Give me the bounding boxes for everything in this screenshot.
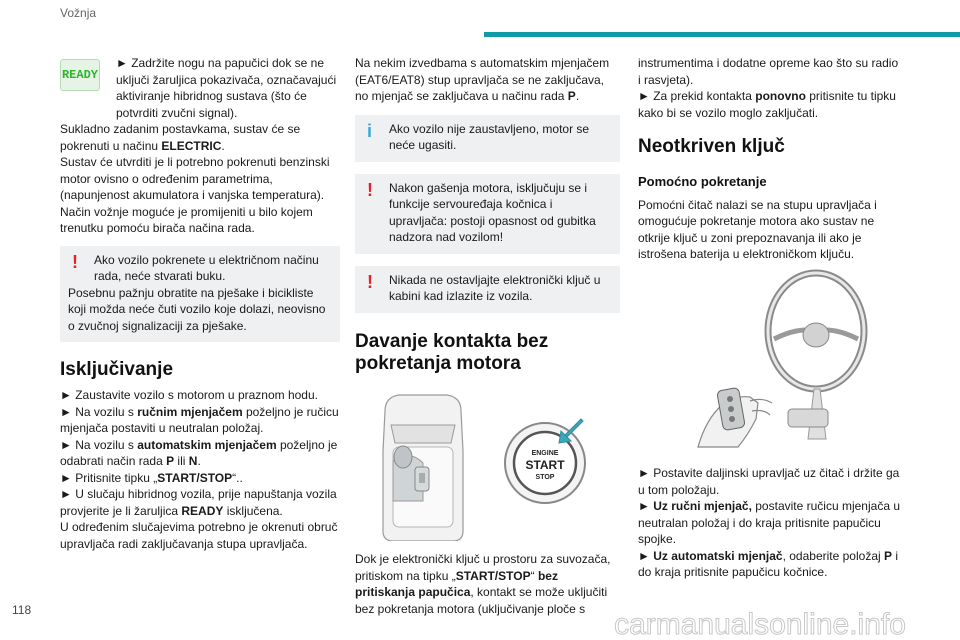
svg-text:carmanualsonline.info: carmanualsonline.info bbox=[614, 608, 906, 640]
paragraph-drive-mode: Način vožnje moguće je promijeniti u bilo kojem trenutku pomoću birača načina rada. bbox=[60, 204, 313, 235]
subheading-backup-start: Pomoćno pokretanje bbox=[638, 174, 767, 189]
car-and-start-button-figure bbox=[355, 391, 620, 541]
paragraph-ignition-on: Dok je elektronički ključ u prostoru za suvozača, pritiskom na tipku „START/STOP“ bez pritiskanja papučica, kontakt se može uključiti bez pokretanja motora (uključivanje ploče s bbox=[355, 552, 611, 616]
header-accent-bar bbox=[484, 32, 960, 37]
ready-text: ► Zadržite nogu na papučici dok se ne uključi žaruljica pokazivača, označavajući aktiviranje hibridnog sustava (što će potvrditi zvučni signal). bbox=[116, 56, 337, 120]
list-item: ► Postavite daljinski upravljač uz čitač i držite ga u tom položaju. bbox=[638, 466, 900, 497]
warning-icon: ! bbox=[72, 251, 78, 272]
warning-icon: ! bbox=[367, 179, 373, 200]
paragraph-steering-lock: U određenim slučajevima potrebno je okrenuti obruč upravljača radi zaključavanja stupa upravljača. bbox=[60, 520, 338, 551]
heading-key-not-detected: Neotkriven ključ bbox=[638, 136, 785, 157]
paragraph-ignition-off: ► Za prekid kontakta ponovno pritisnite tu tipku kako bi se vozilo moglo zaključati. bbox=[638, 89, 896, 120]
paragraph-backup-reader: Pomoćni čitač nalazi se na stupu upravljača i omogućuje pokretanje motora ako sustav ne otkrije ključ u zoni prepoznavanja ili ako je istrošena baterija u elektroničkom ključu. bbox=[638, 197, 877, 261]
column-1 bbox=[60, 55, 340, 552]
heading-switching-off: Isključivanje bbox=[60, 359, 174, 380]
warning-icon: ! bbox=[367, 271, 373, 292]
list-item: ► Pritisnite tipku „START/STOP“.. bbox=[60, 470, 243, 485]
heading-ignition-without-start: Davanje kontakta bez pokretanja motora bbox=[355, 330, 549, 374]
list-item: ► Zaustavite vozilo s motorom u praznom hodu. bbox=[60, 388, 318, 402]
engine-start-stop-button-icon bbox=[505, 419, 585, 503]
column-3 bbox=[638, 55, 904, 581]
svg-text:ENGINE: ENGINE bbox=[531, 449, 559, 457]
list-item: ► Uz automatski mjenjač, odaberite položaj P i do kraja pritisnite papučicu kočnice. bbox=[638, 548, 899, 579]
steering-wheel-icon bbox=[768, 273, 864, 439]
paragraph-default-mode: Sukladno zadanim postavkama, sustav će se pokrenuti u načinu ELECTRIC. bbox=[60, 122, 301, 153]
steering-wheel-key-figure bbox=[638, 269, 904, 449]
info-icon: i bbox=[367, 120, 373, 141]
paragraph-petrol-engine: Sustav će utvrditi je li potrebno pokrenuti benzinski motor ovisno o određenim parametrima, (napunjenost akumulatora i vanjska temperatura). bbox=[60, 155, 330, 202]
ready-indicator-icon: READY bbox=[60, 59, 100, 91]
list-item: ► Na vozilu s automatskim mjenjačem poželjno je odabrati način rada P ili N. bbox=[60, 437, 338, 468]
hand-with-key-icon bbox=[698, 387, 772, 447]
page-number: 118 bbox=[12, 603, 32, 617]
list-item: ► Uz ručni mjenjač, postavite ručicu mjenjača u neutralan položaj i do kraja pritisnite papučicu spojke. bbox=[638, 499, 900, 546]
car-top-view-icon bbox=[383, 395, 463, 541]
paragraph-instruments: instrumentima i dodatne opreme kao što su radio i rasvjeta). bbox=[638, 56, 899, 87]
running-header: Vožnja bbox=[60, 6, 97, 20]
column-2 bbox=[355, 55, 620, 617]
svg-text:START: START bbox=[525, 457, 565, 472]
paragraph-automatic-gearbox: Na nekim izvedbama s automatskim mjenjačem (EAT6/EAT8) stup upravljača se ne zaključava, no mjenjač se zaključava u načinu rada P. bbox=[355, 56, 610, 103]
list-item: ► U slučaju hibridnog vozila, prije napuštanja vozila provjerite je li žaruljica READY isključena. bbox=[60, 487, 337, 518]
warning-note-key: ! Nikada ne ostavljajte elektronički ključ u kabini kad izlazite iz vozila. bbox=[355, 266, 620, 313]
info-note-engine: i Ako vozilo nije zaustavljeno, motor se neće ugasiti. bbox=[355, 115, 620, 162]
warning-note-assist: ! Nakon gašenja motora, isključuju se i funkcije servouređaja kočnica i upravljača: postoji opasnost od gubitka nadzora nad vozilom! bbox=[355, 174, 620, 254]
ready-instruction bbox=[60, 55, 340, 121]
warning-note-electric: ! Ako vozilo pokrenete u električnom načinu rada, neće stvarati buku. Posebnu pažnju obratite na pješake i bicikliste koji možda neće čuti vozilo koje dolazi, neovisno o zvučnoj signalizaciji za pješake. bbox=[60, 246, 340, 343]
list-item: ► Na vozilu s ručnim mjenjačem poželjno je ručicu mjenjača postaviti u neutralan položaj. bbox=[60, 404, 339, 435]
svg-text:STOP: STOP bbox=[535, 473, 555, 481]
